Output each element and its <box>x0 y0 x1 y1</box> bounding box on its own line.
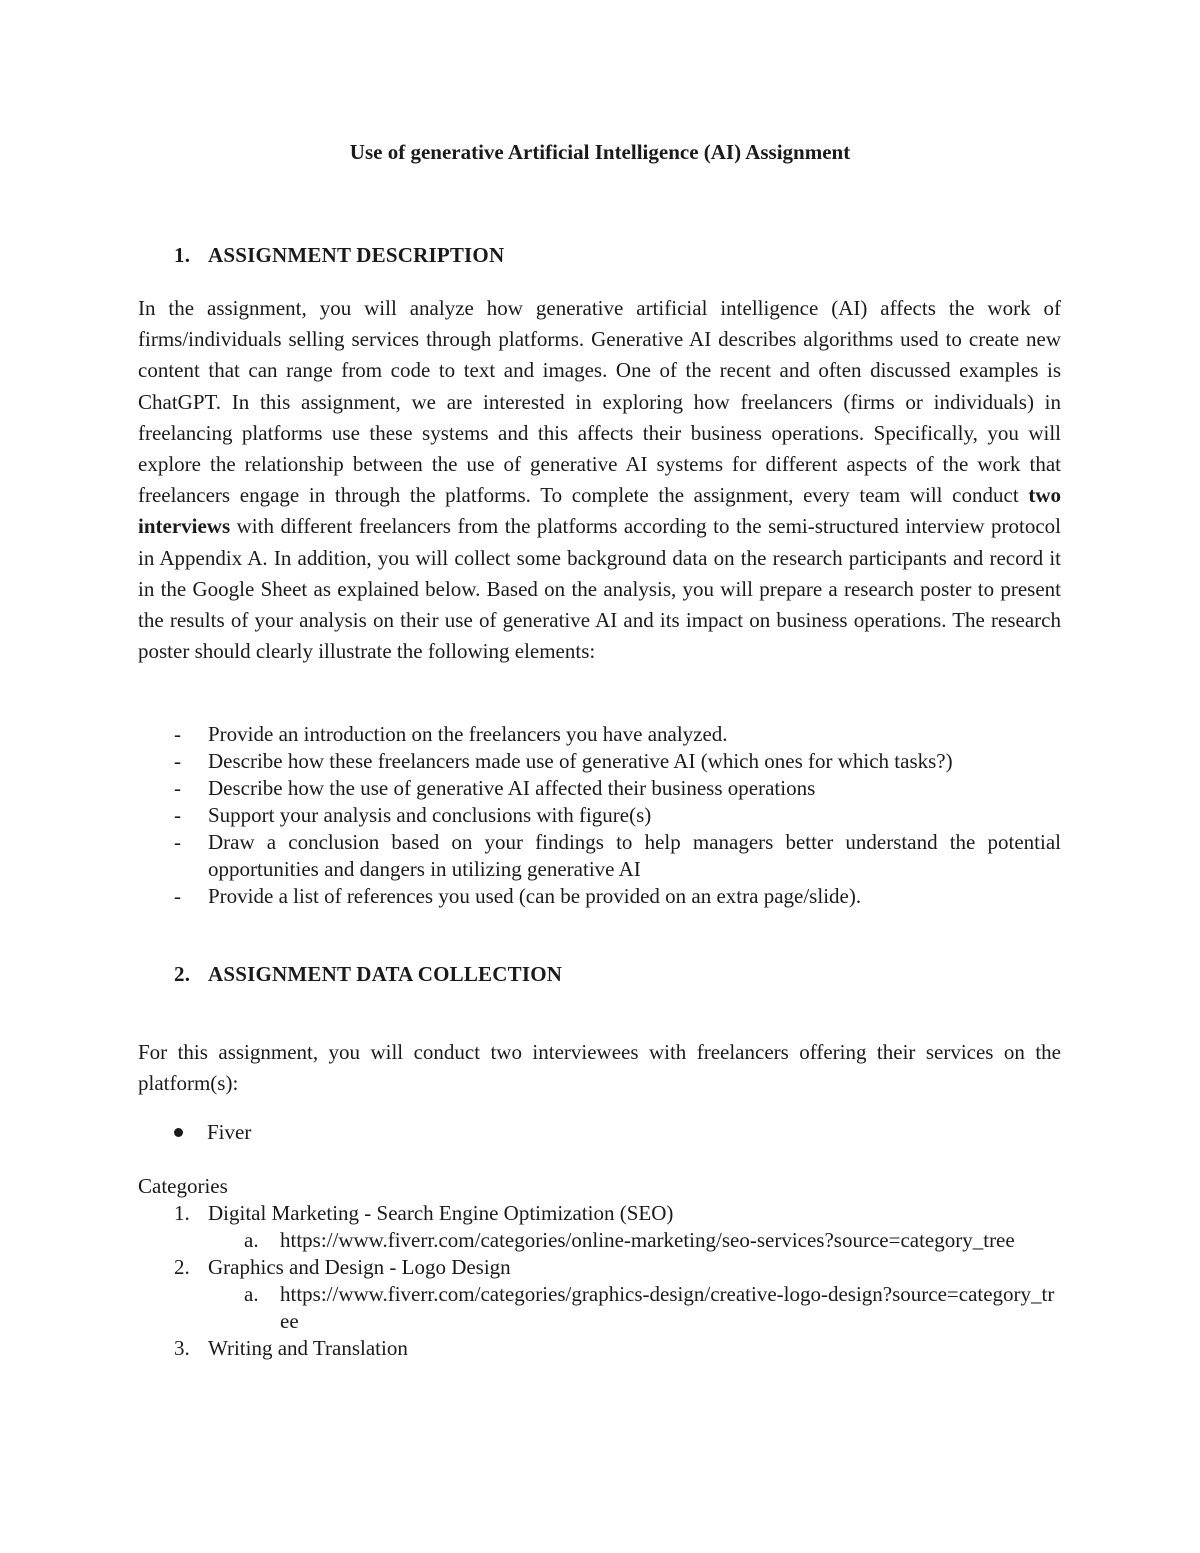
section-number: 1. <box>174 243 191 267</box>
document-title: Use of generative Artificial Intelligence (AI) Assignment <box>349 140 851 164</box>
paragraph-bold-text: two interviews <box>138 483 1061 539</box>
list-item <box>138 748 1061 775</box>
category-number: 3. <box>174 1336 190 1360</box>
dash-marker: - <box>174 749 181 773</box>
list-item-text: Describe how the use of generative AI affected their business operations <box>208 776 816 800</box>
list-item <box>138 721 1061 748</box>
sub-item-letter: a. <box>244 1228 259 1252</box>
data-collection-paragraph: For this assignment, you will conduct two interviewees with freelancers offering their services on the platform(s): <box>138 1040 1061 1096</box>
section-heading-description <box>174 243 504 268</box>
category-item <box>138 1200 1061 1227</box>
dash-marker: - <box>174 830 181 854</box>
list-item <box>138 829 1061 883</box>
dash-marker: - <box>174 776 181 800</box>
section-title: ASSIGNMENT DESCRIPTION <box>208 243 505 267</box>
list-item <box>138 883 1061 910</box>
bullet-icon <box>174 1128 183 1137</box>
dash-marker: - <box>174 803 181 827</box>
category-number: 1. <box>174 1201 190 1225</box>
poster-elements-list <box>138 721 1061 910</box>
list-item-text: Provide a list of references you used (can be provided on an extra page/slide). <box>208 884 862 908</box>
description-paragraph <box>138 293 1061 667</box>
category-label: Writing and Translation <box>208 1336 408 1360</box>
dash-marker: - <box>174 722 181 746</box>
platform-name: Fiver <box>207 1120 252 1144</box>
category-item <box>138 1335 1061 1362</box>
category-link-item <box>138 1227 1061 1254</box>
category-link-item <box>138 1281 1061 1335</box>
section-title: ASSIGNMENT DATA COLLECTION <box>208 962 563 986</box>
section-number: 2. <box>174 962 191 986</box>
list-item-text: Describe how these freelancers made use of generative AI (which ones for which tasks?) <box>208 749 953 773</box>
paragraph-text: In the assignment, you will analyze how generative artificial intelligence (AI) affects the work of firms/individuals selling services through platforms. Generative AI describes algorithms used to create new content that can range from code to text and images. One of the recent and often discussed examples is ChatGPT. In this assignment, we are interested in exploring how freelancers (firms or individuals) in freelancing platforms use these systems and this affects their business operations. Specifically, you will explore the relationship between the use of generative AI systems for different aspects of the work that freelancers engage in through the platforms. To complete the assignment, every team will conduct <box>138 296 1061 508</box>
section-heading-data-collection <box>174 962 562 987</box>
categories-list <box>138 1200 1061 1362</box>
paragraph-text: with different freelancers from the platforms according to the semi-structured interview protocol in Appendix A. In addition, you will collect some background data on the research participants and record it in the Google Sheet as explained below. Based on the analysis, you will prepare a research poster to present the results of your analysis on their use of generative AI and its impact on business operations. The research poster should clearly illustrate the following elements: <box>138 514 1061 664</box>
list-item <box>138 775 1061 802</box>
dash-marker: - <box>174 884 181 908</box>
platform-bullet <box>174 1120 251 1145</box>
list-item <box>138 802 1061 829</box>
list-item-text: Provide an introduction on the freelancers you have analyzed. <box>208 722 728 746</box>
list-item-text: Support your analysis and conclusions with figure(s) <box>208 803 652 827</box>
category-item <box>138 1254 1061 1281</box>
category-url-link[interactable]: https://www.fiverr.com/categories/graphics-design/creative-logo-design?source=category_tree <box>280 1282 1055 1333</box>
category-label: Digital Marketing - Search Engine Optimization (SEO) <box>208 1201 674 1225</box>
sub-item-letter: a. <box>244 1282 259 1306</box>
category-label: Graphics and Design - Logo Design <box>208 1255 511 1279</box>
category-number: 2. <box>174 1255 190 1279</box>
category-url-link[interactable]: https://www.fiverr.com/categories/online-marketing/seo-services?source=category_tree <box>280 1228 1015 1252</box>
list-item-text: Draw a conclusion based on your findings to help managers better understand the potential opportunities and dangers in utilizing generative AI <box>208 830 1061 881</box>
categories-label: Categories <box>138 1174 228 1198</box>
